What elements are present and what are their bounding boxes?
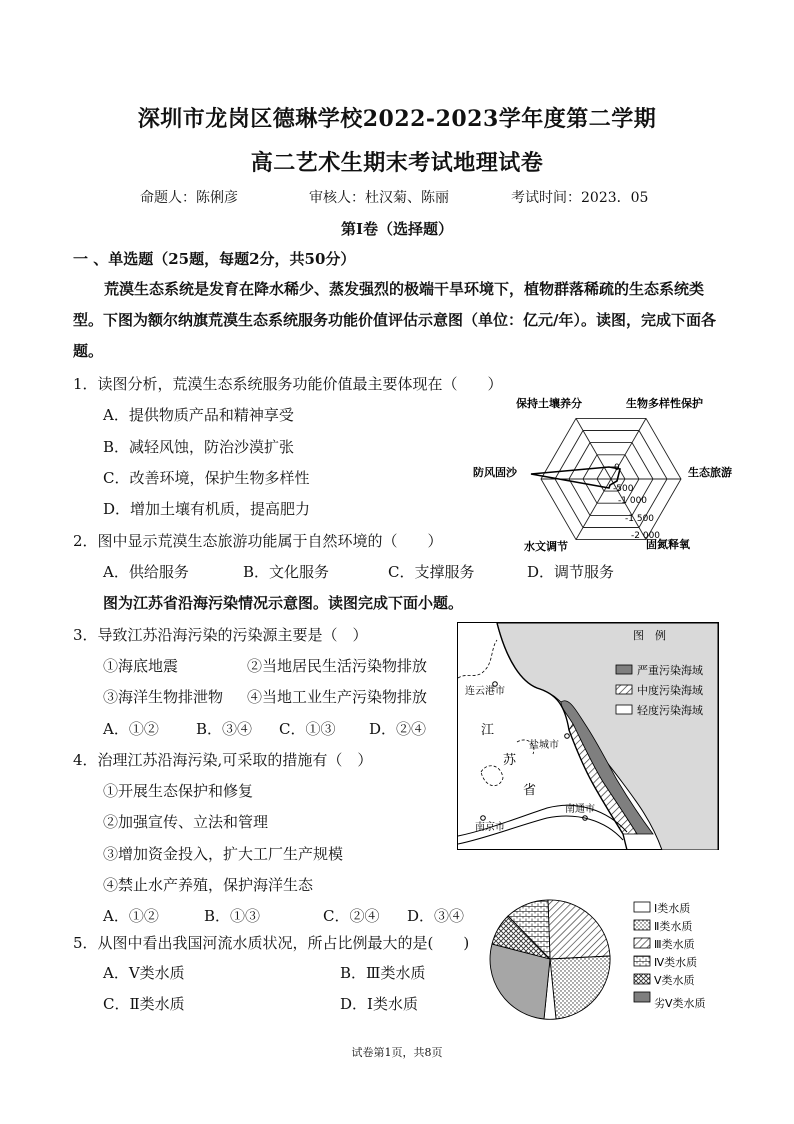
pie-slice-class-2 xyxy=(548,900,610,959)
radar-label-windbreak: 防风固沙 xyxy=(473,466,517,479)
province-label-su: 苏 xyxy=(503,753,517,768)
q2-option-a[interactable]: A．供给服务 xyxy=(103,563,189,581)
pie-legend-swatch-4 xyxy=(634,956,650,966)
pie-legend-swatch-1 xyxy=(634,902,650,912)
pie-legend-swatch-2 xyxy=(634,920,650,930)
radar-tick-500: -500 xyxy=(613,484,634,494)
pie-legend-class-worse-5: 劣Ⅴ类水质 xyxy=(654,997,706,1010)
radar-tick-0: 0 xyxy=(614,463,620,473)
question-3-stem: 3．导致江苏沿海污染的污染源主要是（ ） xyxy=(73,626,368,644)
pie-legend-class-5: Ⅴ类水质 xyxy=(654,974,695,987)
province-label-jiang: 江 xyxy=(481,723,495,738)
radar-label-tourism: 生态旅游 xyxy=(688,466,732,479)
radar-tick-1000: -1 000 xyxy=(618,496,648,506)
exam-title: 深圳市龙岗区德琳学校2022-2023学年度第二学期 xyxy=(137,106,657,132)
q5-option-c[interactable]: C．Ⅱ类水质 xyxy=(103,995,185,1013)
radar-label-biodiversity: 生物多样性保护 xyxy=(626,397,703,410)
radar-tick-500-value: 500 xyxy=(616,484,634,494)
radar-tick-1000-value: 1 000 xyxy=(621,496,648,506)
q5-option-d[interactable]: D．Ⅰ类水质 xyxy=(340,995,418,1013)
radar-tick-2000: -2 000 xyxy=(631,531,661,541)
pie-legend-class-2: Ⅱ类水质 xyxy=(654,920,693,933)
city-lianyungang: 连云港市 xyxy=(465,686,505,697)
exam-subtitle: 高二艺术生期末考试地理试卷 xyxy=(250,150,544,176)
radar-tick-1500: -1 500 xyxy=(625,514,655,524)
city-nanjing: 南京市 xyxy=(475,822,505,833)
q4-option-c[interactable]: C．②④ xyxy=(323,907,380,925)
legend-swatch-severe xyxy=(616,665,632,674)
legend-light: 轻度污染海域 xyxy=(637,704,703,717)
radar-label-nitrogen: 固氮释氧 xyxy=(646,538,690,551)
pie-legend-swatch-6 xyxy=(634,992,650,1002)
q3-option-b[interactable]: B．③④ xyxy=(196,720,253,738)
radar-tick-1500-value: 1 500 xyxy=(628,514,655,524)
q2-option-c[interactable]: C．支撑服务 xyxy=(388,563,475,581)
legend-moderate: 中度污染海域 xyxy=(637,684,703,697)
radar-chart xyxy=(468,390,738,555)
pie-legend-class-3: Ⅲ类水质 xyxy=(654,938,695,951)
section-title: 一 、单选题（25题，每题2分，共50分） xyxy=(73,250,356,268)
q4-item-1: ①开展生态保护和修复 xyxy=(103,782,254,800)
legend-swatch-moderate xyxy=(616,685,632,694)
q3-item-2: ②当地居民生活污染物排放 xyxy=(247,657,428,675)
city-nantong: 南通市 xyxy=(565,804,595,815)
pie-legend-class-4: Ⅳ类水质 xyxy=(654,956,698,969)
q4-item-3: ③增加资金投入，扩大工厂生产规模 xyxy=(103,845,344,863)
q4-option-d[interactable]: D．③④ xyxy=(407,907,465,925)
pie-legend-swatch-5 xyxy=(634,974,650,984)
reviewer-line: 审核人：杜汉菊、陈丽 xyxy=(309,190,449,206)
province-label-sheng: 省 xyxy=(523,783,537,798)
page-footer: 试卷第1页，共8页 xyxy=(351,1046,443,1059)
part-title: 第Ⅰ卷（选择题） xyxy=(340,220,454,238)
pie-legend-swatch-3 xyxy=(634,938,650,948)
q3-option-d[interactable]: D．②④ xyxy=(369,720,427,738)
author-line: 命题人：陈俐彦 xyxy=(140,190,238,206)
question-4-stem: 4．治理江苏沿海污染,可采取的措施有（ ） xyxy=(73,751,373,769)
intro-paragraph-2: 图为江苏省沿海污染情况示意图。读图完成下面小题。 xyxy=(103,594,464,612)
q2-option-d[interactable]: D．调节服务 xyxy=(527,563,615,581)
q3-item-1: ①海底地震 xyxy=(103,657,179,675)
radar-tick-2000-value: 2 000 xyxy=(634,531,661,541)
q4-item-2: ②加强宣传、立法和管理 xyxy=(103,813,269,831)
q1-option-a[interactable]: A．提供物质产品和精神享受 xyxy=(103,406,294,424)
legend-swatch-light xyxy=(616,705,632,714)
question-2-stem: 2．图中显示荒漠生态旅游功能属于自然环境的（ ） xyxy=(73,532,443,550)
q1-option-d[interactable]: D．增加土壤有机质，提高肥力 xyxy=(103,500,311,518)
pie-legend-class-1: Ⅰ类水质 xyxy=(654,902,691,915)
radar-label-hydrology: 水文调节 xyxy=(524,540,568,553)
intro-text-1: 荒漠生态系统是发育在降水稀少、蒸发强烈的极端干旱环境下，植物群落稀疏的生态系统类型。下图为额尔纳旗荒漠生态系统服务功能价值评估示意图（单位：亿元/年）。读图，完成下面各题。 xyxy=(73,280,716,360)
question-5-stem: 5．从图中看出我国河流水质状况，所占比例最大的是( ) xyxy=(73,934,470,952)
radar-label-soil: 保持土壤养分 xyxy=(516,397,582,410)
q3-item-3: ③海洋生物排泄物 xyxy=(103,688,224,706)
legend-severe: 严重污染海域 xyxy=(637,664,703,677)
q2-option-b[interactable]: B．文化服务 xyxy=(243,563,330,581)
intro-paragraph-1 xyxy=(73,274,723,367)
pie-slice-class-3 xyxy=(550,956,610,1019)
q4-option-a[interactable]: A．①② xyxy=(103,907,159,925)
q1-option-b[interactable]: B．减轻风蚀，防治沙漠扩张 xyxy=(103,438,295,456)
q4-option-b[interactable]: B．①③ xyxy=(204,907,261,925)
q3-option-c[interactable]: C．①③ xyxy=(279,720,336,738)
question-1-stem: 1．读图分析，荒漠生态系统服务功能价值最主要体现在（ ） xyxy=(73,375,503,393)
map-legend-title: 图 例 xyxy=(633,629,666,642)
q4-item-4: ④禁止水产养殖，保护海洋生态 xyxy=(103,876,314,894)
q3-option-a[interactable]: A．①② xyxy=(103,720,159,738)
city-yancheng: 盐城市 xyxy=(529,740,559,751)
q1-option-c[interactable]: C．改善环境，保护生物多样性 xyxy=(103,469,310,487)
exam-time-line: 考试时间：2023．05 xyxy=(511,190,649,206)
q5-option-b[interactable]: B．Ⅲ类水质 xyxy=(340,964,426,982)
q3-item-4: ④当地工业生产污染物排放 xyxy=(247,688,428,706)
jiangsu-pollution-map xyxy=(457,622,719,850)
water-quality-pie-chart xyxy=(486,896,736,1024)
q5-option-a[interactable]: A．Ⅴ类水质 xyxy=(103,964,185,982)
